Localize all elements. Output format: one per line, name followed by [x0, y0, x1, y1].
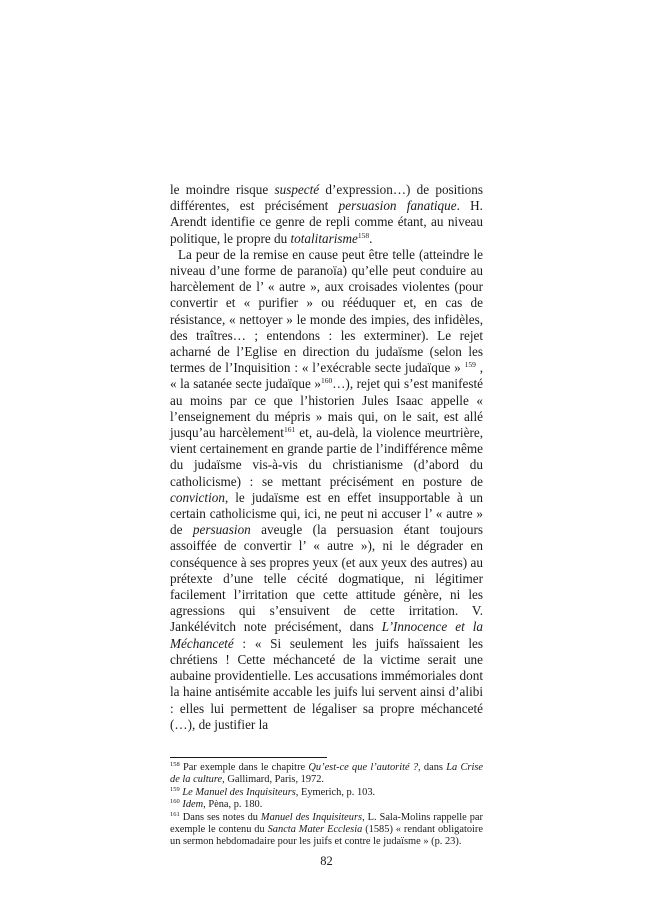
body-text	[170, 182, 483, 733]
footnotes	[170, 762, 483, 849]
footnote-number: 161	[170, 810, 180, 818]
italic-text: totalitarisme	[290, 230, 358, 246]
document-page	[170, 182, 483, 869]
text-run: aveugle (la persuasion étant toujours assoiffée de convertir l’ « autre »), ni le dégrader en conséquence à ses propres yeux (et aux yeux des autres) au prétexte d’une telle cécité dogmatique, ni légitimer facilement l’irritation que cette attitude génère, ni les agressions qui s’ensuivent de cette irritation. V. Jankélévitch note précisément, dans	[170, 522, 484, 635]
footnote-160	[170, 799, 483, 811]
footnote-161	[170, 812, 483, 849]
footnote-ref: 158	[357, 230, 370, 240]
text-run: et, au-delà, la violence meurtrière, vient certainement en grande partie de l’indifférence même du judaïsme vis-à-vis du christianisme (d’abord du catholicisme) : se mettant précisément en posture de	[170, 425, 483, 489]
text-run: . H. Arendt identifie ce genre de repli comme étant, au niveau politique, le propre du	[170, 198, 483, 246]
text-run: , le judaïsme est en effet insupportable à un certain catholicisme qui, ici, ne peut ni accuser l’ « autre » de	[170, 489, 483, 538]
italic-text: Manuel des Inquisiteurs	[260, 811, 363, 823]
italic-text: L’Innocence et la Méchanceté	[170, 619, 483, 651]
text-run: Dans ses notes du	[179, 811, 261, 823]
paragraph-1	[170, 182, 483, 247]
footnote-number: 160	[170, 798, 180, 806]
text-run: le moindre risque	[170, 182, 275, 197]
italic-text: Sancta Mater Ecclesia	[267, 823, 363, 835]
italic-text: suspecté	[274, 182, 320, 197]
text-run: , Pèna, p. 180.	[203, 799, 263, 811]
footnote-159	[170, 787, 483, 799]
text-run: , « la satanée secte judaïque »	[170, 360, 484, 392]
italic-text: persuasion fanatique	[338, 198, 457, 214]
text-run: (1585) « rendant obligatoire un sermon hebdomadaire pour les juifs et contre le judaïsme » (p. 23).	[170, 823, 483, 848]
text-run: …), rejet qui s’est manifesté au moins par ce que l’historien Jules Isaac appelle « l’enseignement du mépris » mais qui, on le sait, est allé jusqu’au harcèlement	[170, 376, 483, 441]
footnote-ref: 159	[464, 360, 476, 370]
text-run: : « Si seulement les juifs haïssaient les chrétiens ! Cette méchanceté de la victime serait une aubaine providentielle. Les accusations immémoriales dont la haine antisémite accable les juifs lui servent ainsi d’alibi : elles lui permettent de légaliser sa propre méchanceté (…), de justifier la	[170, 635, 483, 732]
footnote-158	[170, 762, 483, 787]
footnote-ref: 161	[283, 425, 296, 435]
italic-text: Idem	[182, 799, 204, 811]
footnote-separator	[170, 757, 327, 758]
footnote-number: 159	[170, 785, 180, 793]
footnote-ref: 160	[320, 376, 333, 386]
italic-text: conviction	[170, 489, 225, 505]
text-run: La peur de la remise en cause peut être telle (atteindre le niveau d’une forme de paranoïa) qu’elle peut conduire au harcèlement de l’ « autre », aux croisades violentes (pour convertir et « purifier » ou rééduquer et, en cas de résistance, « nettoyer » le monde des impies, des infidèles, des traîtres… ; entendons : les exterminer). Le rejet acharné de l’Eglise en direction du judaïsme (selon les termes de l’Inquisition : « l’exécrable secte judaïque »	[170, 246, 483, 376]
italic-text: Le Manuel des Inquisiteurs	[182, 786, 296, 798]
text-run: , dans	[418, 761, 447, 773]
text-run: d’expression…) de positions différentes, est précisément	[170, 182, 483, 214]
paragraph-2	[170, 247, 483, 733]
italic-text: Qu’est-ce que l’autorité ?	[308, 761, 419, 773]
italic-text: persuasion	[192, 522, 251, 538]
text-run: , L. Sala-Molins rappelle par exemple le contenu du	[170, 811, 483, 835]
footnote-number: 158	[170, 760, 180, 768]
text-run: , Gallimard, Paris, 1972.	[222, 774, 325, 786]
text-run: .	[369, 230, 373, 246]
italic-text: La Crise de la culture	[170, 761, 483, 786]
text-run: , Eymerich, p. 103.	[295, 786, 376, 798]
page-number: 82	[320, 853, 333, 868]
text-run: Par exemple dans le chapitre	[179, 761, 309, 773]
